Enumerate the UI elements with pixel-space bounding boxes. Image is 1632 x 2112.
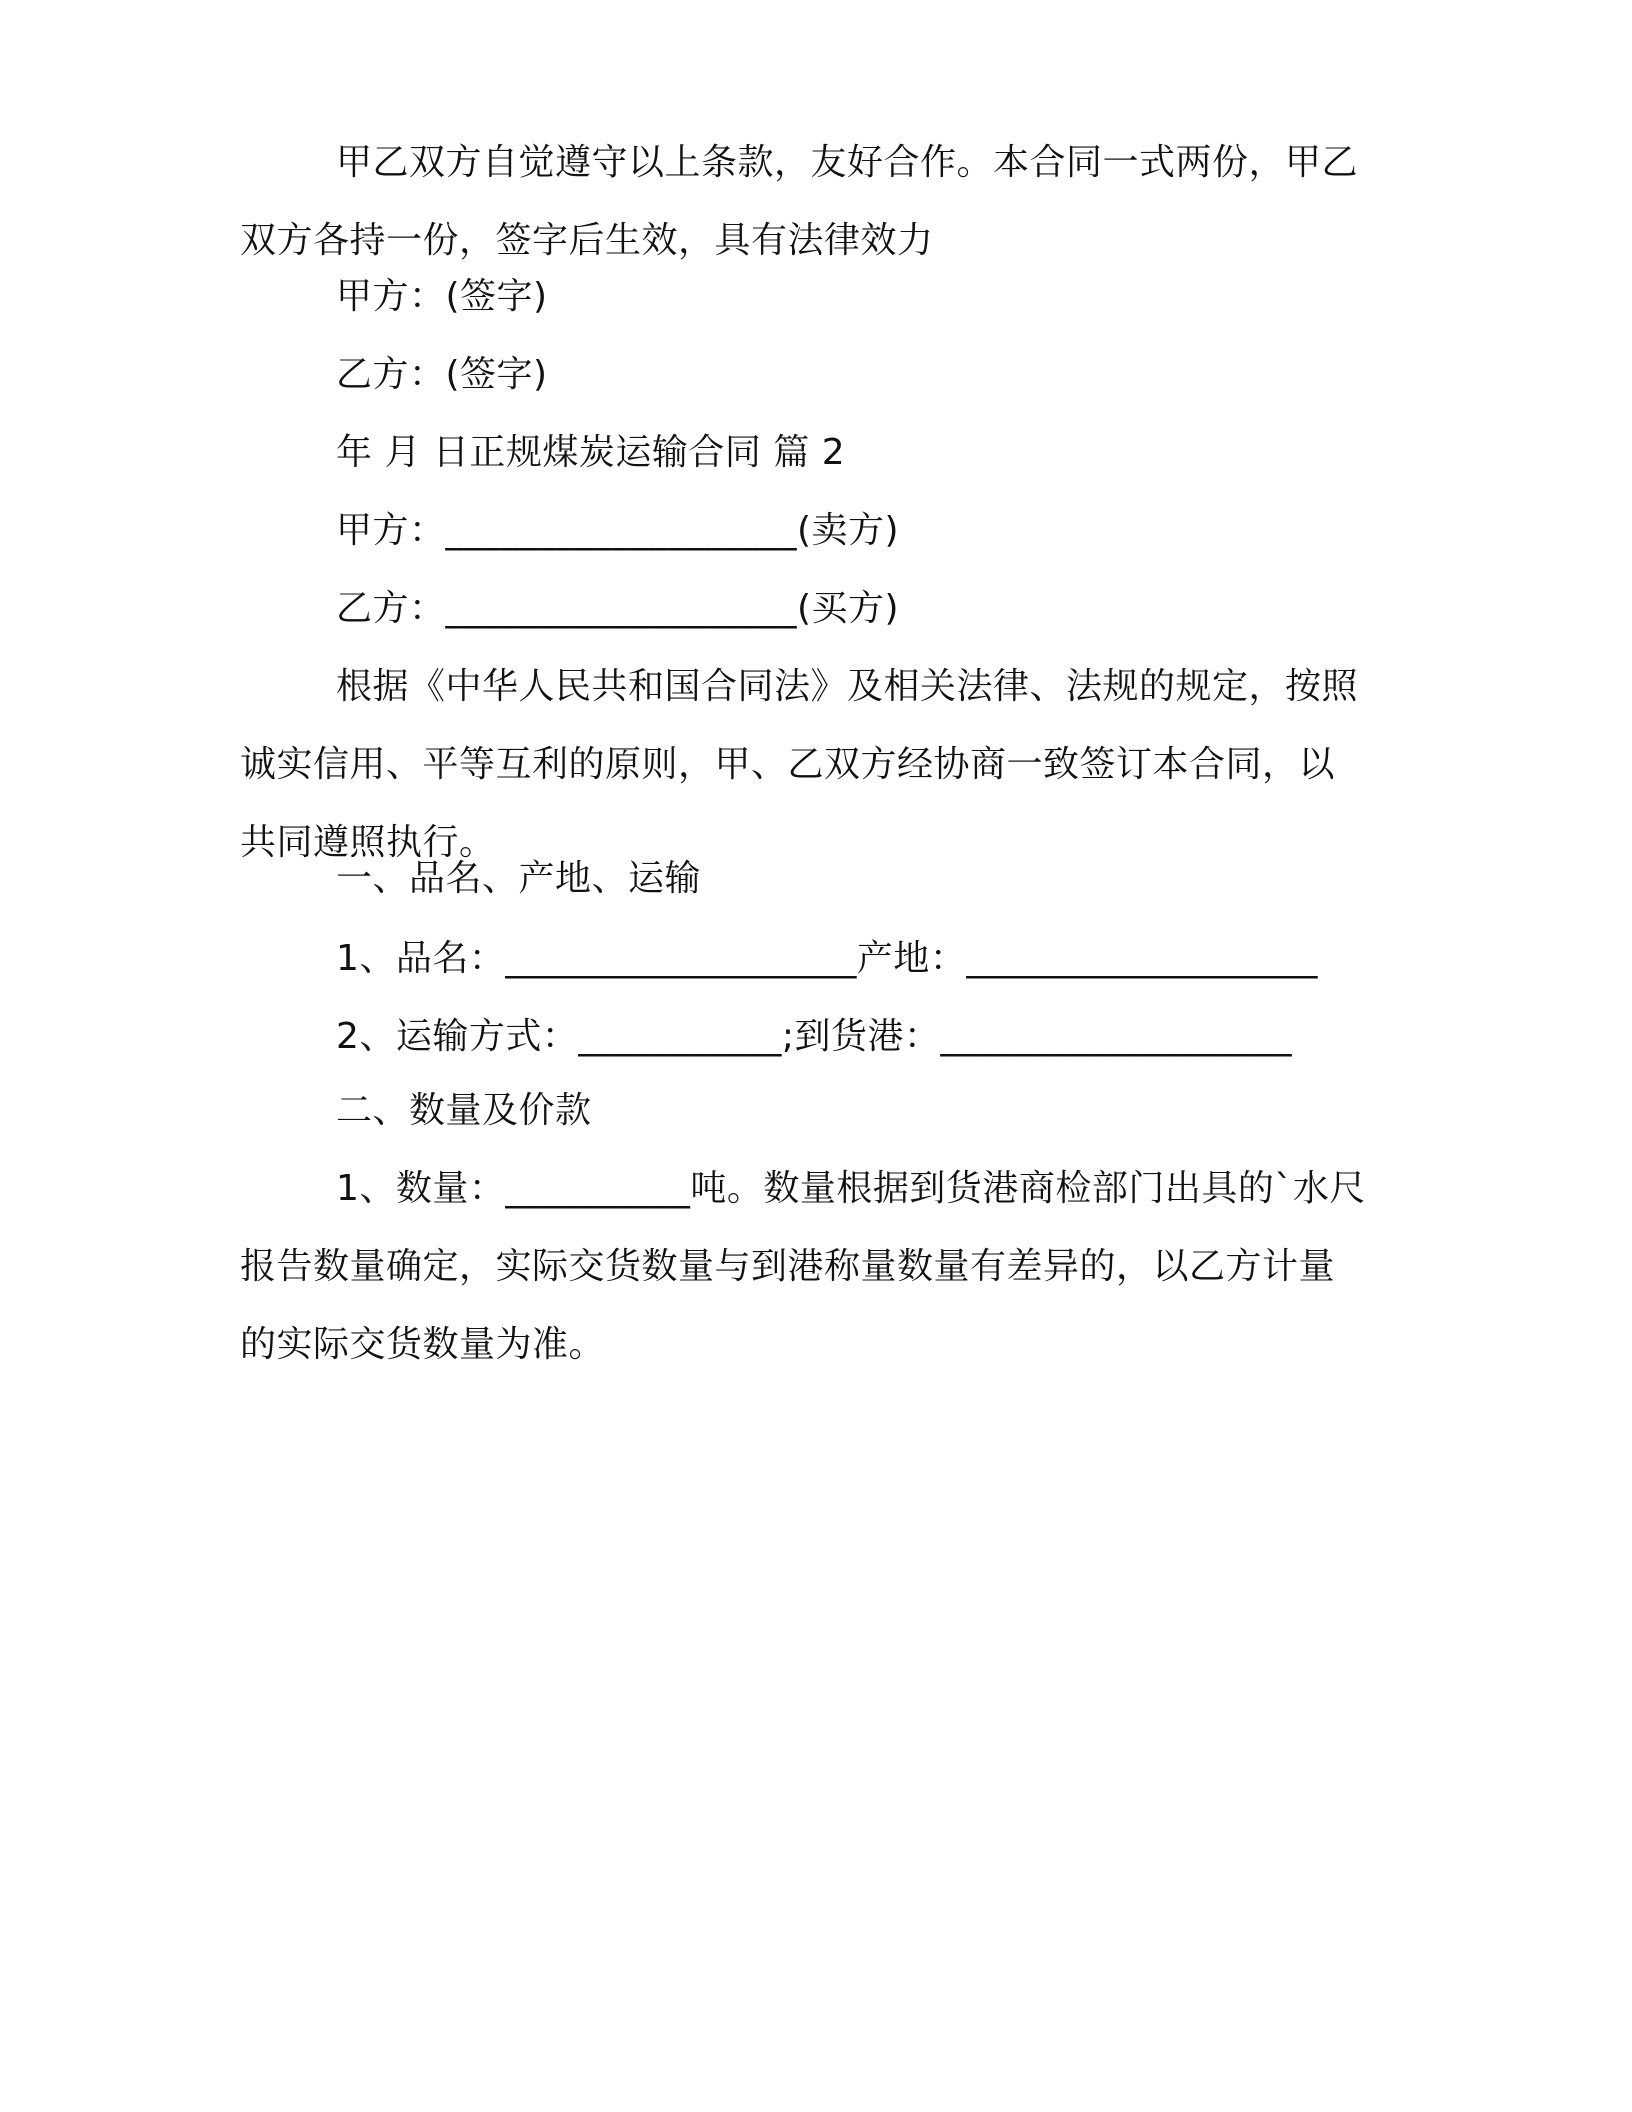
text-line: 乙方：(签字) bbox=[336, 354, 548, 395]
text-line: 诚实信用、平等互利的原则，甲、乙双方经协商一致签订本合同，以 bbox=[240, 744, 1336, 785]
text-line: 甲方：___________________(卖方) bbox=[336, 510, 900, 551]
text-line: 二、数量及价款 bbox=[336, 1090, 592, 1131]
paragraph-party-b-signature bbox=[240, 336, 1380, 414]
paragraph-transport-port bbox=[240, 998, 1380, 1076]
section-heading-1 bbox=[240, 840, 1380, 918]
text-line: 根据《中华人民共和国合同法》及相关法律、法规的规定，按照 bbox=[336, 666, 1359, 707]
section-heading-2 bbox=[240, 1072, 1380, 1150]
text-line: 年 月 日正规煤炭运输合同 篇 2 bbox=[336, 432, 846, 473]
text-line: 乙方：___________________(买方) bbox=[336, 588, 900, 629]
text-line: 双方各持一份，签字后生效，具有法律效力 bbox=[240, 220, 934, 261]
text-line: 的实际交货数量为准。 bbox=[240, 1324, 606, 1365]
paragraph-closing-terms bbox=[240, 124, 1380, 280]
text-line: 一、品名、产地、运输 bbox=[336, 858, 702, 899]
text-line: 甲乙双方自觉遵守以上条款，友好合作。本合同一式两份，甲乙 bbox=[336, 142, 1359, 183]
paragraph-date-and-title bbox=[240, 414, 1380, 492]
text-line: 共同遵照执行。 bbox=[240, 822, 496, 863]
text-line: 报告数量确定，实际交货数量与到港称量数量有差异的，以乙方计量 bbox=[240, 1246, 1336, 1287]
text-line: 1、品名：___________________产地：___________________ bbox=[336, 938, 1318, 979]
text-line: 2、运输方式：___________;到货港：___________________ bbox=[336, 1016, 1293, 1057]
paragraph-party-a-signature bbox=[240, 258, 1380, 336]
text-line: 1、数量：__________吨。数量根据到货港商检部门出具的`水尺 bbox=[336, 1168, 1366, 1209]
paragraph-party-b-buyer bbox=[240, 570, 1380, 648]
paragraph-product-origin bbox=[240, 920, 1380, 998]
paragraph-party-a-seller bbox=[240, 492, 1380, 570]
text-line: 甲方：(签字) bbox=[336, 276, 548, 317]
paragraph-quantity bbox=[240, 1150, 1380, 1384]
